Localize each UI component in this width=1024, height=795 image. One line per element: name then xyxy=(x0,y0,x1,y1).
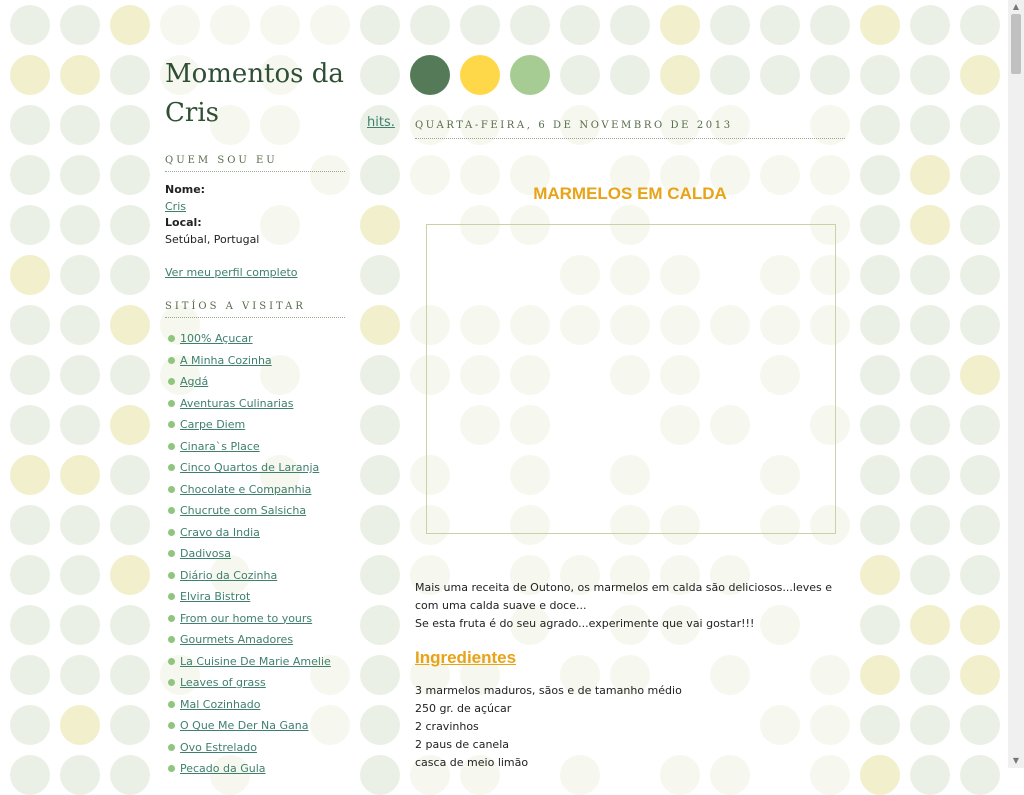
background-dot xyxy=(860,255,900,295)
blog-link[interactable]: A Minha Cozinha xyxy=(180,353,272,367)
location-label: Local: xyxy=(165,216,202,229)
header-dot-light-green xyxy=(510,55,550,95)
background-dot xyxy=(560,5,600,45)
list-item xyxy=(165,522,345,544)
background-dot xyxy=(10,755,50,795)
page-scrollbar[interactable] xyxy=(1008,0,1024,768)
post-image[interactable] xyxy=(426,224,836,534)
background-dot xyxy=(860,505,900,545)
list-item xyxy=(165,371,345,393)
list-item xyxy=(165,758,345,780)
background-dot xyxy=(110,705,150,745)
list-item xyxy=(165,608,345,630)
background-dot xyxy=(360,455,400,495)
background-dot xyxy=(110,405,150,445)
background-dot xyxy=(710,5,750,45)
background-dot xyxy=(60,155,100,195)
scroll-up-arrow-icon[interactable]: ▲ xyxy=(1012,2,1020,11)
background-dot xyxy=(960,55,1000,95)
background-dot xyxy=(10,705,50,745)
background-dot xyxy=(10,455,50,495)
ingredient-item: 2 paus de canela xyxy=(415,738,509,751)
background-dot xyxy=(860,355,900,395)
background-dot xyxy=(110,655,150,695)
list-item xyxy=(165,543,345,565)
background-dot xyxy=(60,505,100,545)
background-dot xyxy=(910,155,950,195)
background-dot xyxy=(360,605,400,645)
background-dot xyxy=(660,55,700,95)
background-dot xyxy=(960,405,1000,445)
list-item xyxy=(165,436,345,458)
blog-title[interactable]: Momentos da Cris xyxy=(165,59,344,128)
background-dot xyxy=(910,355,950,395)
background-dot xyxy=(410,5,450,45)
background-dot xyxy=(960,205,1000,245)
background-dot xyxy=(110,255,150,295)
background-dot xyxy=(360,55,400,95)
background-dot xyxy=(60,755,100,795)
blog-link[interactable]: La Cuisine De Marie Amelie xyxy=(180,654,331,668)
blog-link[interactable]: Cinco Quartos de Laranja xyxy=(180,461,320,474)
background-dot xyxy=(960,305,1000,345)
list-item xyxy=(165,479,345,501)
blog-link[interactable]: Pecado da Gula xyxy=(180,762,266,775)
background-dot xyxy=(860,105,900,145)
blog-link[interactable]: 100% Açucar xyxy=(180,332,253,345)
background-dot xyxy=(10,155,50,195)
background-dot xyxy=(960,155,1000,195)
background-dot xyxy=(360,5,400,45)
list-item xyxy=(165,457,345,479)
background-dot xyxy=(360,505,400,545)
background-dot xyxy=(360,705,400,745)
background-dot xyxy=(460,5,500,45)
background-dot xyxy=(860,605,900,645)
list-item xyxy=(165,565,345,587)
scroll-down-arrow-icon[interactable]: ▼ xyxy=(1012,756,1020,765)
background-dot xyxy=(210,5,250,45)
background-dot xyxy=(860,755,900,795)
background-dot xyxy=(960,505,1000,545)
location-value: Setúbal, Portugal xyxy=(165,232,260,246)
background-dot xyxy=(10,505,50,545)
background-dot xyxy=(10,655,50,695)
background-dot xyxy=(60,355,100,395)
background-dot xyxy=(60,105,100,145)
background-dot xyxy=(960,705,1000,745)
background-dot xyxy=(810,5,850,45)
background-dot xyxy=(860,555,900,595)
background-dot xyxy=(10,55,50,95)
background-dot xyxy=(760,5,800,45)
profile-box xyxy=(165,182,345,248)
list-item xyxy=(165,715,345,737)
background-dot xyxy=(160,5,200,45)
background-dot xyxy=(60,405,100,445)
background-dot xyxy=(910,5,950,45)
background-dot xyxy=(860,305,900,345)
background-dot xyxy=(10,405,50,445)
background-dot xyxy=(910,555,950,595)
background-dot xyxy=(360,255,400,295)
ingredient-item: casca de meio limão xyxy=(415,756,529,769)
list-item xyxy=(165,694,345,716)
post-body xyxy=(415,579,845,772)
blog-link[interactable]: Agdá xyxy=(180,375,209,388)
post-intro-2: Se esta fruta é do seu agrado...experimente que vai gostar!!! xyxy=(415,617,755,630)
background-dot xyxy=(910,255,950,295)
background-dot xyxy=(910,705,950,745)
background-dot xyxy=(360,355,400,395)
background-dot xyxy=(360,305,400,345)
background-dot xyxy=(60,305,100,345)
ingredient-item: 3 marmelos maduros, sãos e de tamanho médio xyxy=(415,684,682,697)
background-dot xyxy=(960,255,1000,295)
background-dot xyxy=(510,5,550,45)
background-dot xyxy=(960,105,1000,145)
background-dot xyxy=(10,555,50,595)
background-dot xyxy=(910,605,950,645)
background-dot xyxy=(110,355,150,395)
blog-link[interactable]: Leaves of grass xyxy=(180,676,266,689)
links-heading: SITÍOS A VISITAR xyxy=(165,301,345,318)
background-dot xyxy=(760,55,800,95)
blog-link[interactable]: Carpe Diem xyxy=(180,418,246,431)
list-item xyxy=(165,737,345,759)
sidebar xyxy=(165,55,345,780)
background-dot xyxy=(860,55,900,95)
blog-link[interactable]: Chucrute com Salsicha xyxy=(180,504,307,517)
background-dot xyxy=(860,155,900,195)
background-dot xyxy=(910,205,950,245)
list-item xyxy=(165,328,345,350)
background-dot xyxy=(10,355,50,395)
background-dot xyxy=(910,655,950,695)
background-dot xyxy=(610,55,650,95)
background-dot xyxy=(360,755,400,795)
background-dot xyxy=(860,655,900,695)
background-dot xyxy=(10,605,50,645)
background-dot xyxy=(560,55,600,95)
blog-link[interactable]: Dadivosa xyxy=(180,547,231,560)
profile-heading: QUEM SOU EU xyxy=(165,155,345,172)
background-dot xyxy=(660,5,700,45)
background-dot xyxy=(960,755,1000,795)
background-dot xyxy=(110,5,150,45)
background-dot xyxy=(360,655,400,695)
background-dot xyxy=(110,305,150,345)
list-item xyxy=(165,393,345,415)
background-dot xyxy=(10,255,50,295)
blog-link[interactable]: Diário da Cozinha xyxy=(180,568,278,582)
background-dot xyxy=(110,205,150,245)
background-dot xyxy=(110,505,150,545)
background-dot xyxy=(10,305,50,345)
profile-name-link[interactable]: Cris xyxy=(165,199,186,213)
blog-link[interactable]: Aventuras Culinarias xyxy=(180,396,294,410)
background-dot xyxy=(910,505,950,545)
background-dot xyxy=(910,55,950,95)
background-dot xyxy=(360,555,400,595)
background-dot xyxy=(60,5,100,45)
blog-link[interactable]: Mal Cozinhado xyxy=(180,697,261,711)
background-dot xyxy=(910,455,950,495)
list-item xyxy=(165,414,345,436)
background-dot xyxy=(860,405,900,445)
background-dot xyxy=(60,255,100,295)
blog-link[interactable]: Gourmets Amadores xyxy=(180,633,294,646)
header-dot-dark-green xyxy=(410,55,450,95)
post-date: QUARTA-FEIRA, 6 DE NOVEMBRO DE 2013 xyxy=(415,120,845,139)
blog-links-list xyxy=(165,328,345,780)
background-dot xyxy=(110,105,150,145)
blog-link[interactable]: Cinara`s Place xyxy=(180,439,260,453)
post-intro-1: Mais uma receita de Outono, os marmelos em calda são deliciosos...leves e com uma calda suave e doce... xyxy=(415,581,832,612)
background-dot xyxy=(360,155,400,195)
list-item xyxy=(165,651,345,673)
background-dot xyxy=(960,5,1000,45)
background-dot xyxy=(360,205,400,245)
blog-link[interactable]: Cravo da India xyxy=(180,525,260,539)
background-dot xyxy=(110,155,150,195)
background-dot xyxy=(260,5,300,45)
background-dot xyxy=(710,55,750,95)
background-dot xyxy=(10,105,50,145)
background-dot xyxy=(960,355,1000,395)
background-dot xyxy=(60,205,100,245)
background-dot xyxy=(110,605,150,645)
background-dot xyxy=(960,605,1000,645)
background-dot xyxy=(360,405,400,445)
list-item xyxy=(165,672,345,694)
ingredient-item: 2 cravinhos xyxy=(415,720,479,733)
background-dot xyxy=(860,5,900,45)
background-dot xyxy=(110,755,150,795)
list-item xyxy=(165,629,345,651)
background-dot xyxy=(60,705,100,745)
blog-link[interactable]: Chocolate e Companhia xyxy=(180,482,312,496)
scroll-thumb[interactable] xyxy=(1011,14,1021,74)
background-dot xyxy=(60,55,100,95)
list-item xyxy=(165,586,345,608)
background-dot xyxy=(910,405,950,445)
background-dot xyxy=(610,5,650,45)
blog-link[interactable]: O Que Me Der Na Gana xyxy=(180,719,309,732)
background-dot xyxy=(110,455,150,495)
background-dot xyxy=(60,655,100,695)
background-dot xyxy=(860,705,900,745)
ingredient-item: 250 gr. de açúcar xyxy=(415,702,512,715)
background-dot xyxy=(860,455,900,495)
blog-link[interactable]: Elvira Bistrot xyxy=(180,590,251,603)
hits-counter-link[interactable]: hits. xyxy=(367,115,395,130)
ingredients-heading: Ingredientes xyxy=(415,648,517,667)
blog-link[interactable]: From our home to yours xyxy=(180,611,313,625)
blog-link[interactable]: Ovo Estrelado xyxy=(180,740,257,754)
background-dot xyxy=(960,555,1000,595)
background-dot xyxy=(110,555,150,595)
background-dot xyxy=(60,455,100,495)
post-title[interactable]: MARMELOS EM CALDA xyxy=(533,184,727,203)
background-dot xyxy=(10,205,50,245)
background-dot xyxy=(310,5,350,45)
background-dot xyxy=(860,205,900,245)
name-label: Nome: xyxy=(165,183,206,196)
header-dot-yellow xyxy=(460,55,500,95)
background-dot xyxy=(60,605,100,645)
background-dot xyxy=(60,555,100,595)
full-profile-link[interactable]: Ver meu perfil completo xyxy=(165,266,298,279)
background-dot xyxy=(110,55,150,95)
background-dot xyxy=(960,655,1000,695)
list-item xyxy=(165,350,345,372)
background-dot xyxy=(960,455,1000,495)
background-dot xyxy=(10,5,50,45)
background-dot xyxy=(910,305,950,345)
background-dot xyxy=(910,755,950,795)
background-dot xyxy=(810,55,850,95)
background-dot xyxy=(910,105,950,145)
list-item xyxy=(165,500,345,522)
